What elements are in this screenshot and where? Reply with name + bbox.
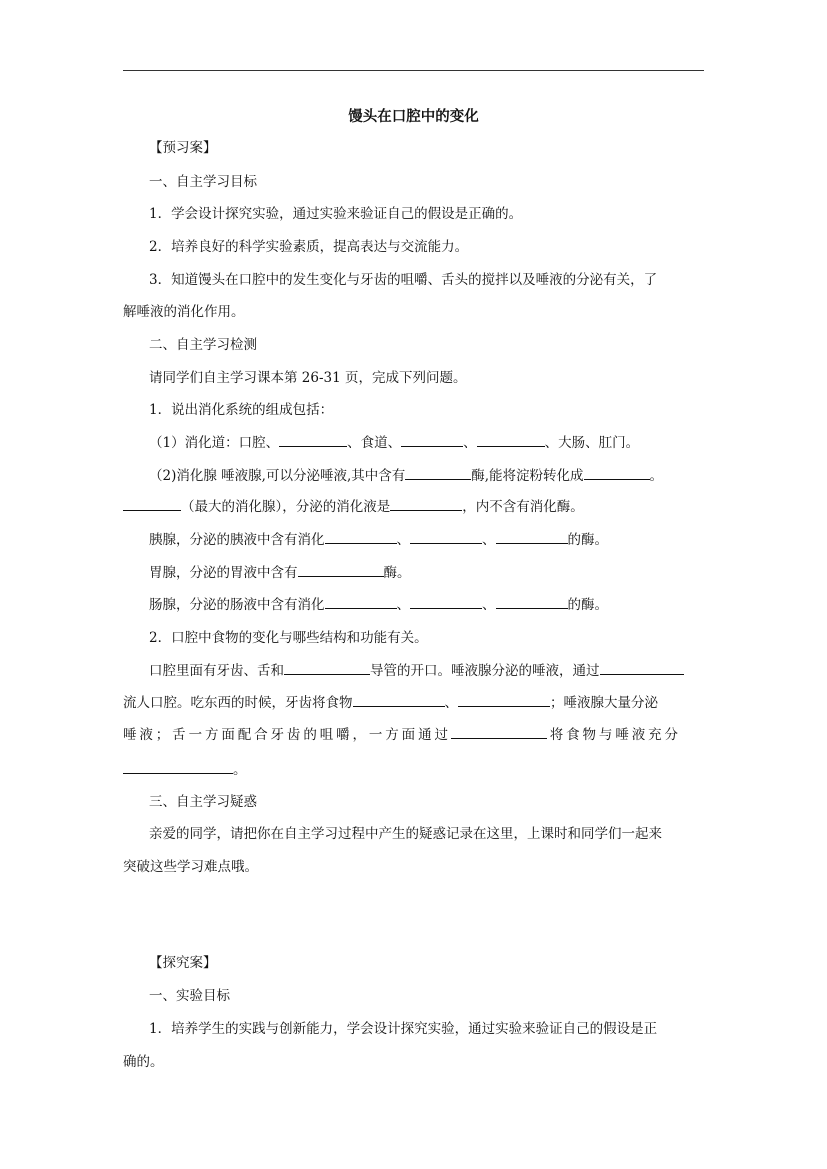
fill-line: （最大的消化腺），分泌的消化液是 ，内不含有消化酶。 <box>123 497 584 517</box>
answer-blank[interactable] <box>405 467 471 480</box>
answer-blank[interactable] <box>496 596 568 609</box>
fill-line: 胰腺，分泌的胰液中含有消化 、 、 的酶。 <box>149 532 608 548</box>
header-rule <box>123 70 704 71</box>
fill-line: （2)消化腺 唾液腺,可以分泌唾液,其中含有 酶,能将淀粉转化成 。 <box>149 468 664 484</box>
goal-item: 1．学会设计探究实验，通过实验来验证自己的假设是正确的。 <box>149 206 523 222</box>
paragraph-cont: 突破这些学习难点哦。 <box>123 859 258 875</box>
answer-blank[interactable] <box>451 726 547 739</box>
answer-blank[interactable] <box>325 596 397 609</box>
page-title: 馒头在口腔中的变化 <box>348 109 479 125</box>
fill-line: （1）消化道：口腔、 、食道、 、 、大肠、肛门。 <box>149 435 640 451</box>
section-heading: 一、自主学习目标 <box>149 174 257 190</box>
section-heading: 二、自主学习检测 <box>149 337 257 353</box>
section-heading: 一、实验目标 <box>149 988 230 1004</box>
fill-line: 肠腺，分泌的肠液中含有消化 、 、 的酶。 <box>149 597 608 613</box>
question: 1．说出消化系统的组成包括： <box>149 402 334 418</box>
fill-line: 胃腺，分泌的胃液中含有 酶。 <box>149 565 411 581</box>
answer-blank[interactable] <box>284 662 370 675</box>
instruction: 请同学们自主学习课本第 26-31 页，完成下列问题。 <box>149 370 467 386</box>
goal-item-cont: 解唾液的消化作用。 <box>123 304 245 320</box>
goal-item: 2．培养良好的科学实验素质，提高表达与交流能力。 <box>149 239 469 255</box>
goal-item: 3．知道馒头在口腔中的发生变化与牙齿的咀嚼、舌头的搅拌以及唾液的分泌有关，了 <box>149 272 658 288</box>
fill-line: 流人口腔。吃东西的时候，牙齿将食物 、 ；唾液腺大量分泌 <box>123 695 658 711</box>
answer-blank[interactable] <box>600 662 684 675</box>
answer-blank[interactable] <box>477 434 545 447</box>
answer-blank[interactable] <box>410 596 482 609</box>
fill-line: 唾液；舌一方面配合牙齿的咀嚼，一方面通过 将食物与唾液充分 <box>123 727 679 743</box>
preview-header: 【预习案】 <box>149 140 217 156</box>
section-heading: 三、自主学习疑惑 <box>149 794 257 810</box>
answer-blank[interactable] <box>353 694 445 707</box>
answer-blank[interactable] <box>325 531 397 544</box>
answer-blank[interactable] <box>390 498 462 511</box>
answer-blank[interactable] <box>401 434 463 447</box>
fill-line: 。 <box>123 760 247 780</box>
answer-blank[interactable] <box>123 498 181 511</box>
fill-line: 口腔里面有牙齿、舌和 导管的开口。唾液腺分泌的唾液，通过 <box>149 661 684 681</box>
answer-blank[interactable] <box>584 467 650 480</box>
question: 2．口腔中食物的变化与哪些结构和功能有关。 <box>149 630 428 646</box>
answer-blank[interactable] <box>410 531 482 544</box>
goal-item-cont: 确的。 <box>123 1054 164 1070</box>
paragraph: 亲爱的同学，请把你在自主学习过程中产生的疑惑记录在这里，上课时和同学们一起来 <box>149 826 662 842</box>
answer-blank[interactable] <box>458 694 550 707</box>
goal-item: 1．培养学生的实践与创新能力，学会设计探究实验，通过实验来验证自己的假设是正 <box>149 1021 658 1037</box>
explore-header: 【探究案】 <box>149 955 217 971</box>
answer-blank[interactable] <box>496 531 568 544</box>
answer-blank[interactable] <box>123 761 233 774</box>
answer-blank[interactable] <box>279 434 347 447</box>
answer-blank[interactable] <box>298 564 384 577</box>
